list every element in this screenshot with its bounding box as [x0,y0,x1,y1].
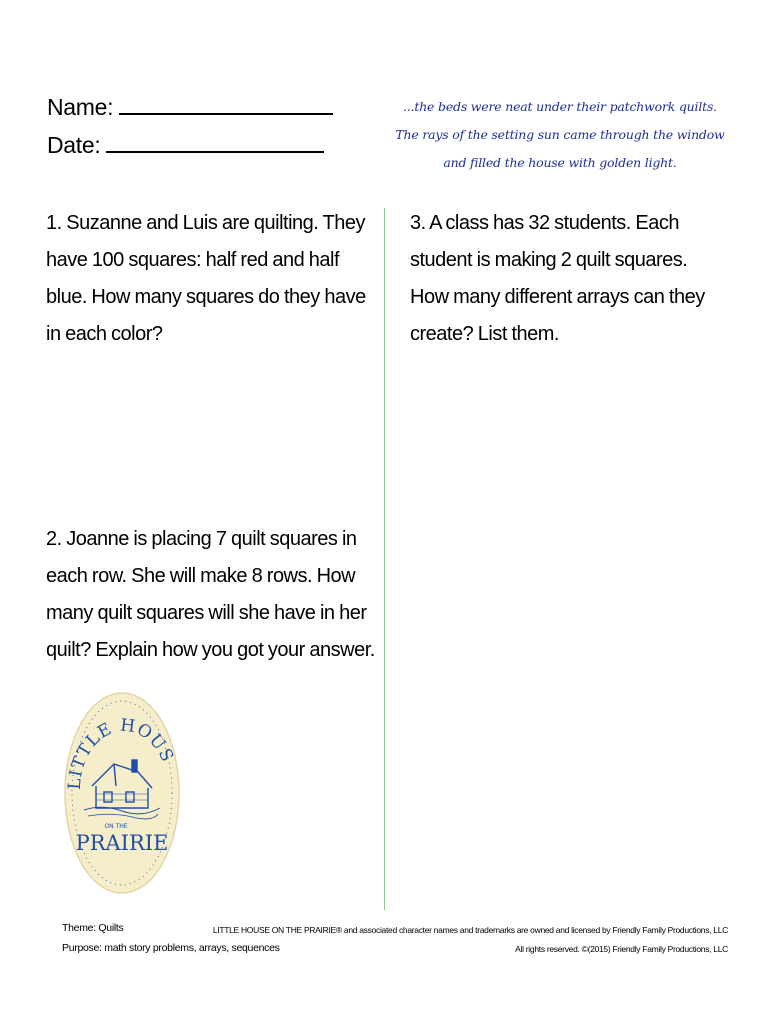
question-2: 2. Joanne is placing 7 quilt squares in each row. She will make 8 rows. How many quilt squares will she have in her quilt? Explain how you got your answer. [46,528,375,661]
logo-bottom-text: PRAIRIE [75,831,169,855]
legal-line-2: All rights reserved. ©(2015) Friendly Family Productions, LLC [515,944,728,954]
quote-line-3: and filled the house with golden light. [443,155,677,170]
logo-on-the: ON THE [104,823,128,830]
legal-line-1: LITTLE HOUSE ON THE PRAIRIE® and associated character names and trademarks are owned and licensed by Friendly Family Productions, LLC [212,925,728,935]
name-field[interactable] [47,93,333,121]
question-3: 3. A class has 32 students. Each student is making 2 quilt squares. How many different arrays can they create? List them. [410,212,705,345]
theme-label: Theme: Quilts [62,922,124,934]
question-1: 1. Suzanne and Luis are quilting. They have 100 squares: half red and half blue. How many squares do they have in each color? [46,212,366,345]
name-line[interactable] [119,93,333,115]
book-quote [395,93,725,177]
quote-line-1: ...the beds were neat under their patchwork quilts. [403,99,717,114]
logo-top-text: LITTLE HOUS [64,715,178,791]
little-house-logo [62,690,182,896]
purpose-label: Purpose: math story problems, arrays, sequences [62,942,280,954]
name-label: Name: [47,94,114,120]
quote-line-2: The rays of the setting sun came through the window [395,127,725,142]
date-field[interactable] [47,131,324,159]
logo-emblem [62,690,182,896]
legal-notice [213,921,728,959]
date-line[interactable] [106,131,324,153]
date-label: Date: [47,132,101,158]
